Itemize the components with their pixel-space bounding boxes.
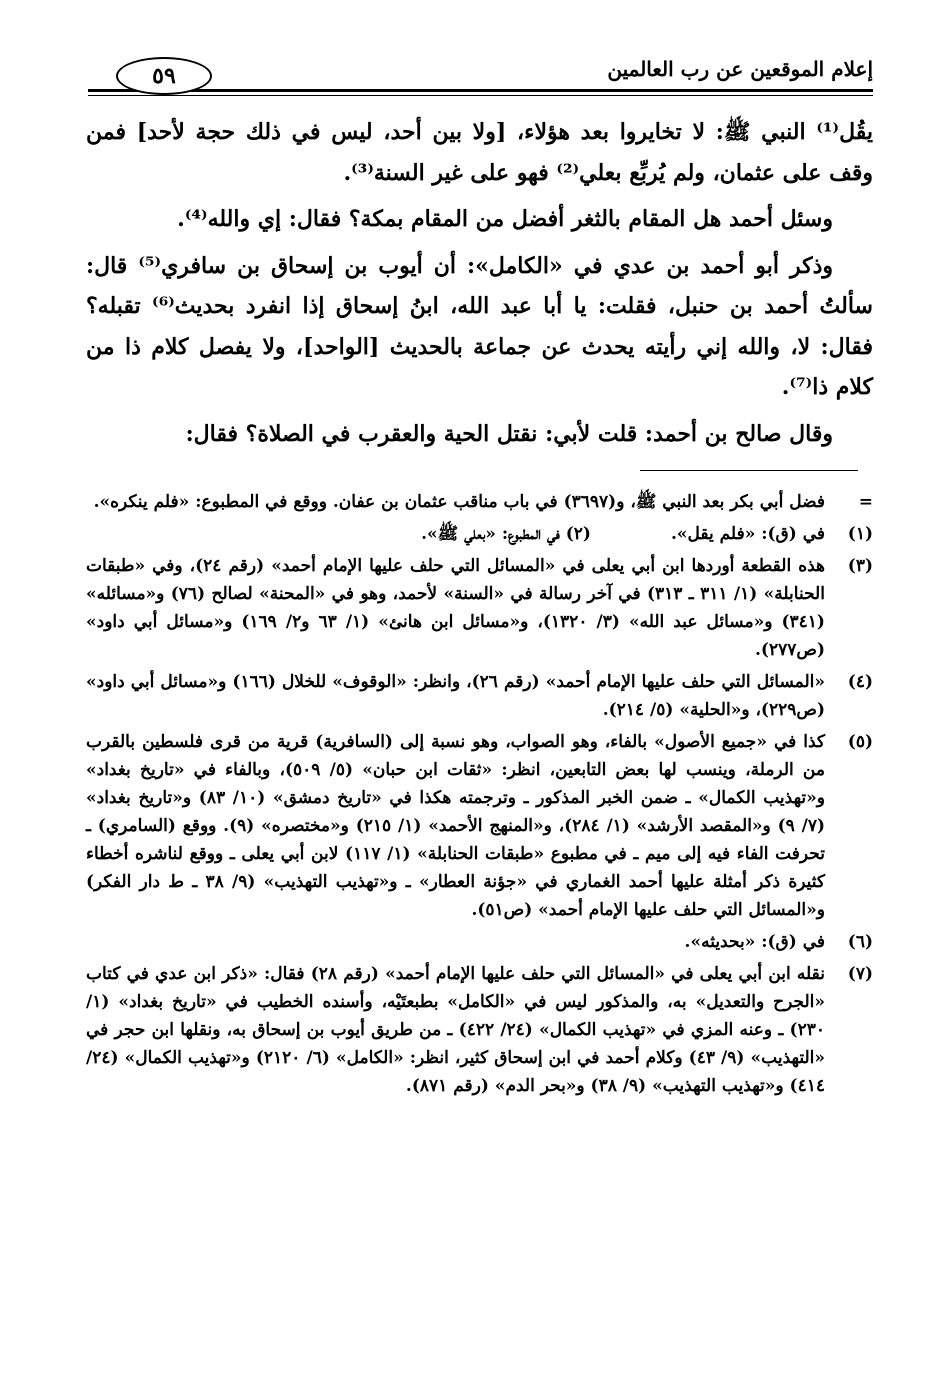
main-text [86,112,873,460]
footnote-3 [86,552,873,664]
footnote-text: (٢) في المطبوع: «بعلي ﷺ». [421,524,591,544]
footnote-text: نقله ابن أبي يعلى في «المسائل التي حلف عليها الإمام أحمد» (رقم ٢٨) فقال: «ذكر ابن عدي في كتاب «الجرح والتعديل» به، والمذكور ليس في «الكامل» بطبعتَيْه، وأسنده الخطيب في «تاريخ بغداد» (١/ ٢٣٠) ـ وعنه المزي في «تهذيب الكمال» (٢٤/ ٤٢٢) ـ من طريق أيوب بن إسحاق به، ونقلها ابن حجر في «التهذيب» (٩/ ٤٣) وكلام أحمد في ابن إسحاق كثير، انظر: «الكامل» (٦/ ٢١٢٠) و«تهذيب الكمال» (٢٤/ ٤١٤) و«تهذيب التهذيب» (٩/ ٣٨) و«بحر الدم» (رقم ٨٧١). [86,964,826,1096]
page-header [88,55,873,101]
footnote-4 [86,668,873,724]
paragraph-3: وذكر أبو أحمد بن عدي في «الكامل»: أن أيوب بن إسحاق بن سافري⁽⁵⁾ قال: سألتُ أحمد بن حنبل، فقلت: يا أبا عبد الله، ابنُ إسحاق إذا انفرد بحديث⁽⁶⁾ تقبله؟ فقال: لا، والله إني رأيته يحدث عن جماعة بالحديث [الواحد]، ولا يفصل كلام ذا من كلام ذا⁽⁷⁾. [86,252,873,400]
footnote-5 [86,728,873,924]
footnotes [86,488,873,1104]
footnote-mark: (٥) [847,732,873,752]
footnote-continuation [86,488,873,516]
footnote-mark: (١) [847,524,873,544]
footnote-text: هذه القطعة أوردها ابن أبي يعلى في «المسائل التي حلف عليها الإمام أحمد» (رقم ٢٤)، وفي «طبقات الحنابلة» (١/ ٣١١ ـ ٣١٣) في آخر رسالة في «السنة» لأحمد، وهو في «المحنة» لصالح (٧٦) و«مسائله» (٣٤١) و«مسائل عبد الله» (٣/ ١٣٢٠)، و«مسائل ابن هانئ» (١/ ٦٣ و٢/ ١٦٩) و«مسائل أبي داود» (ص٢٧٧). [86,556,825,660]
paragraph-1: يقُل⁽¹⁾ النبي ﷺ: لا تخايروا بعد هؤلاء، [ولا بين أحد، ليس في ذلك حجة لأحد] فمن وقف على عثمان، ولم يُربِّع بعلي⁽²⁾ فهو على غير السنة⁽³⁾. [86,119,873,186]
footnote-text: «المسائل التي حلف عليها الإمام أحمد» (رقم ٢٦)، وانظر: «الوقوف» للخلال (١٦٦) و«مسائل أبي داود» (ص٢٢٩)، و«الحلية» (٥/ ٢١٤). [86,672,826,720]
footnote-separator [640,470,858,471]
footnote-mark: (٤) [847,672,873,692]
footnote-7 [86,960,873,1100]
page-number-badge: ٥٩ [116,57,212,95]
footnote-mark: (٣) [847,556,873,576]
footnote-6 [86,928,873,956]
header-rule-thin [88,95,873,96]
footnote-mark: (٦) [847,932,873,952]
footnote-text: فضل أبي بكر بعد النبي ﷺ، و(٣٦٩٧) في باب مناقب عثمان بن عفان. ووقع في المطبوع: «فلم ينكره». [93,492,825,512]
paragraph-2: وسئل أحمد هل المقام بالثغر أفضل من المقام بمكة؟ فقال: إي والله⁽⁴⁾. [177,206,833,232]
header-rule-thick [88,89,873,92]
footnote-mark: = [858,492,873,512]
footnote-text: في (ق): «بحديثه». [684,932,825,952]
footnote-1-2 [86,520,873,548]
footnote-text: كذا في «جميع الأصول» بالفاء، وهو الصواب، وهو نسبة إلى (السافرية) قرية من قرى فلسطين بالقرب من الرملة، وينسب لها بعض التابعين، انظر: «ثقات ابن حبان» (٥/ ٥٠٩)، وبالفاء في «تاريخ بغداد» و«تهذيب الكمال» ـ ضمن الخبر المذكور ـ وترجمته هكذا في «تاريخ دمشق» (١٠/ ٨٣) و«تاريخ بغداد» (٧/ ٩) و«المقصد الأرشد» (١/ ٢٨٤)، و«المنهج الأحمد» (١/ ٢١٥) و«مختصره» (٩). ووقع (السامري) ـ تحرفت الفاء فيه إلى ميم ـ في مطبوع «طبقات الحنابلة» (١/ ١١٧) لابن أبي يعلى ـ ووقع لناشره أخطاء كثيرة ذكر أمثلة عليها أحمد الغماري في «جؤنة العطار» ـ و«تهذيب التهذيب» (٩/ ٣٨ ـ ط دار الفكر) و«المسائل التي حلف عليها الإمام أحمد» (ص٥١). [86,732,826,920]
footnote-text: في (ق): «فلم يقل». [670,524,825,544]
footnote-mark: (٧) [847,964,873,984]
paragraph-4: وقال صالح بن أحمد: قلت لأبي: نقتل الحية والعقرب في الصلاة؟ فقال: [185,420,833,447]
running-title: إعلام الموقعين عن رب العالمين [607,57,873,81]
